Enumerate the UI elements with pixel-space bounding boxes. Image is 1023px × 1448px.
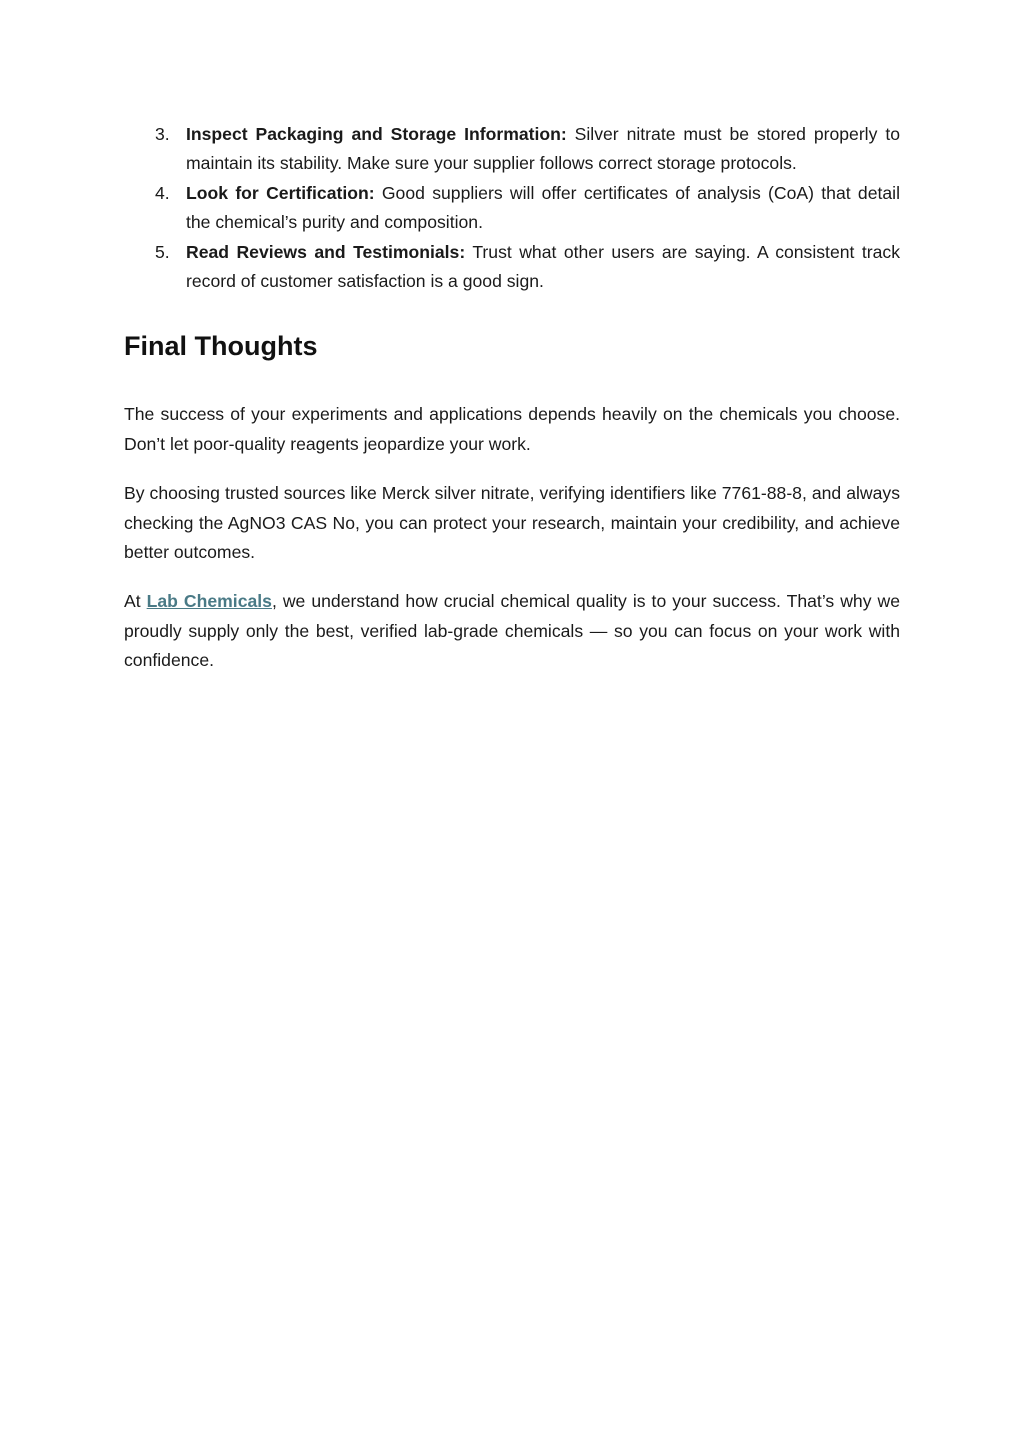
list-text: Good suppliers will offer certificates of analysis (CoA) that detail the chemical’s purity and composition. [186, 182, 900, 233]
list-number: 5. [155, 241, 170, 262]
paragraph-closing [124, 587, 900, 675]
paragraph-intro: The success of your experiments and applications depends heavily on the chemicals you choose. Don’t let poor-quality reagents jeopardize your work. [124, 404, 900, 454]
list-term: Look for Certification: [186, 182, 375, 203]
list-term: Read Reviews and Testimonials: [186, 241, 466, 262]
list-item [124, 179, 900, 238]
list-number: 4. [155, 182, 170, 203]
section-heading: Final Thoughts [124, 331, 318, 362]
lab-chemicals-link[interactable]: Lab Chemicals [146, 591, 272, 612]
paragraph-suffix: , we understand how crucial chemical quality is to your success. That’s why we proudly supply only the best, verified lab-grade chemicals — so you can focus on your work with confidence. [124, 591, 901, 671]
paragraph-sources: By choosing trusted sources like Merck silver nitrate, verifying identifiers like 7761-88-8, and always checking the AgNO3 CAS No, you can protect your research, maintain your credibility, and achieve better outcomes. [124, 483, 900, 563]
list-number: 3. [155, 124, 170, 144]
list-term: Inspect Packaging and Storage Information: [186, 124, 567, 144]
list-text: Silver nitrate must be stored properly to maintain its stability. Make sure your supplier follows correct storage protocols. [186, 124, 900, 174]
tips-list [124, 120, 900, 296]
list-item [124, 120, 900, 179]
document-page [124, 120, 900, 676]
paragraph-prefix: At [124, 591, 147, 612]
list-text: Trust what other users are saying. A consistent track record of customer satisfaction is a good sign. [186, 241, 900, 292]
list-item [124, 238, 900, 297]
